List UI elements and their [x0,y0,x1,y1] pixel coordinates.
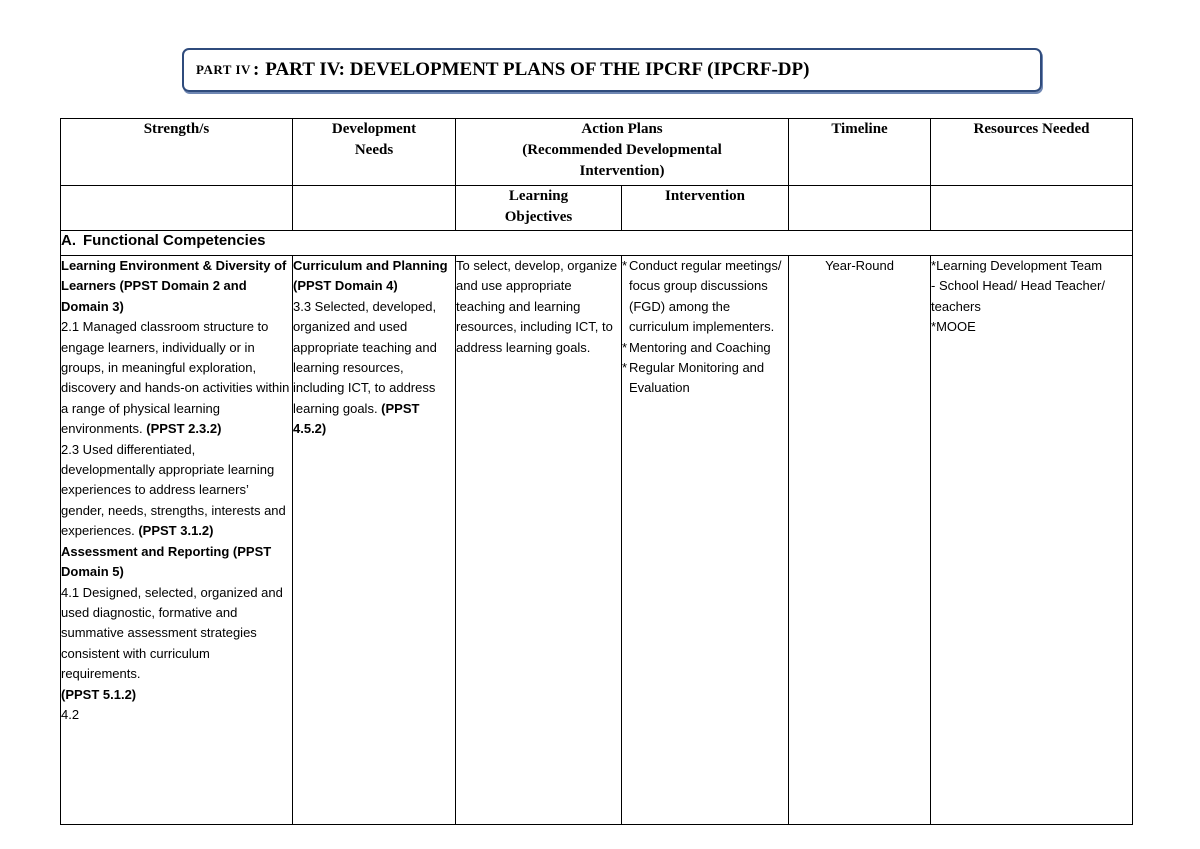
intervention-text: Mentoring and Coaching [629,339,771,355]
intervention-text: Conduct regular meetings/ focus group discussions (FGD) among the curriculum implementers. [629,258,782,335]
subheader-empty-timeline [789,186,931,231]
strengths-item-2-1: 2.1 Managed classroom structure to engage learners, individually or in groups, in meaningful exploration, discovery and hands-on activities within a range of physical learning environments. [61,319,290,437]
header-development-needs-line2: Needs [354,142,394,158]
subheader-learning-objectives-line1: Learning [508,188,569,204]
intervention-bullet: * [622,360,628,376]
resource-item-1: *Learning Development Team [931,258,1103,273]
header-row [61,119,1133,186]
strengths-item-2-1-ref: (PPST 2.3.2) [146,421,222,437]
header-timeline [789,119,931,186]
needs-item-3-3: 3.3 Selected, developed, organized and used appropriate teaching and learning resources, including ICT, to address learning goals. [293,298,437,416]
section-row [61,231,1133,256]
intervention-item [622,256,788,338]
resource-item-2: - School Head/ Head Teacher/ teachers [931,278,1105,314]
title-prefix: PART IV [196,62,251,77]
cell-strengths [61,256,293,825]
section-functional-competencies [61,231,1133,256]
strengths-item-2-3-ref: (PPST 3.1.2) [138,523,214,539]
intervention-bullet: * [622,258,628,273]
strengths-item-4-2: 4.2 [61,706,80,722]
subheader-row [61,186,1133,231]
strengths-item-4-1-ref: (PPST 5.1.2) [61,686,137,702]
section-label: Functional Competencies [83,232,266,249]
intervention-item [622,338,788,358]
header-action-plans-line3: Intervention) [579,163,665,179]
cell-development-needs [293,256,456,825]
intervention-bullet: * [622,339,628,355]
title-colon: : [252,59,260,80]
learning-objectives-text: To select, develop, organize and use appropriate teaching and learning resources, including ICT, to address learning goals. [456,258,618,355]
header-strengths [61,119,293,186]
header-strengths-label: Strength/s [143,121,210,137]
section-title [182,48,1042,92]
header-action-plans-line2: (Recommended Developmental [522,142,722,158]
development-plan-table [60,118,1133,825]
section-letter: A. [61,232,76,249]
header-development-needs-line1: Development [331,121,417,137]
title-text: PART IV: DEVELOPMENT PLANS OF THE IPCRF (IPCRF-DP) [265,59,810,80]
table-row [61,256,1133,825]
header-resources-label: Resources Needed [973,121,1090,137]
header-resources [931,119,1133,186]
header-action-plans-line1: Action Plans [581,121,663,137]
intervention-text: Regular Monitoring and Evaluation [629,360,765,396]
subheader-empty-needs [293,186,456,231]
header-development-needs [293,119,456,186]
resource-item-3: *MOOE [931,319,976,335]
cell-learning-objectives [456,256,622,825]
strengths-heading-1: Learning Environment & Diversity of Learners (PPST Domain 2 and Domain 3) [61,258,287,314]
needs-heading: Curriculum and Planning (PPST Domain 4) [293,258,448,294]
cell-intervention [622,256,789,825]
timeline-text: Year-Round [825,258,894,273]
subheader-learning-objectives-line2: Objectives [504,209,573,225]
strengths-item-4-1: 4.1 Designed, selected, organized and used diagnostic, formative and summative assessment strategies consistent with curriculum requirements. [61,584,283,682]
subheader-empty-strengths [61,186,293,231]
header-action-plans [456,119,789,186]
strengths-item-2-3: 2.3 Used differentiated, developmentally appropriate learning experiences to address learners’ gender, needs, strengths, interests and experiences. [61,441,286,539]
subheader-intervention-label: Intervention [665,188,745,204]
subheader-learning-objectives [456,186,622,231]
cell-resources [931,256,1133,825]
needs-item-3-3-ref: (PPST 4.5.2) [293,400,420,437]
intervention-item [622,358,788,399]
strengths-heading-2: Assessment and Reporting (PPST Domain 5) [61,543,272,580]
subheader-empty-resources [931,186,1133,231]
cell-timeline [789,256,931,825]
header-timeline-label: Timeline [831,121,888,137]
subheader-intervention [622,186,789,231]
